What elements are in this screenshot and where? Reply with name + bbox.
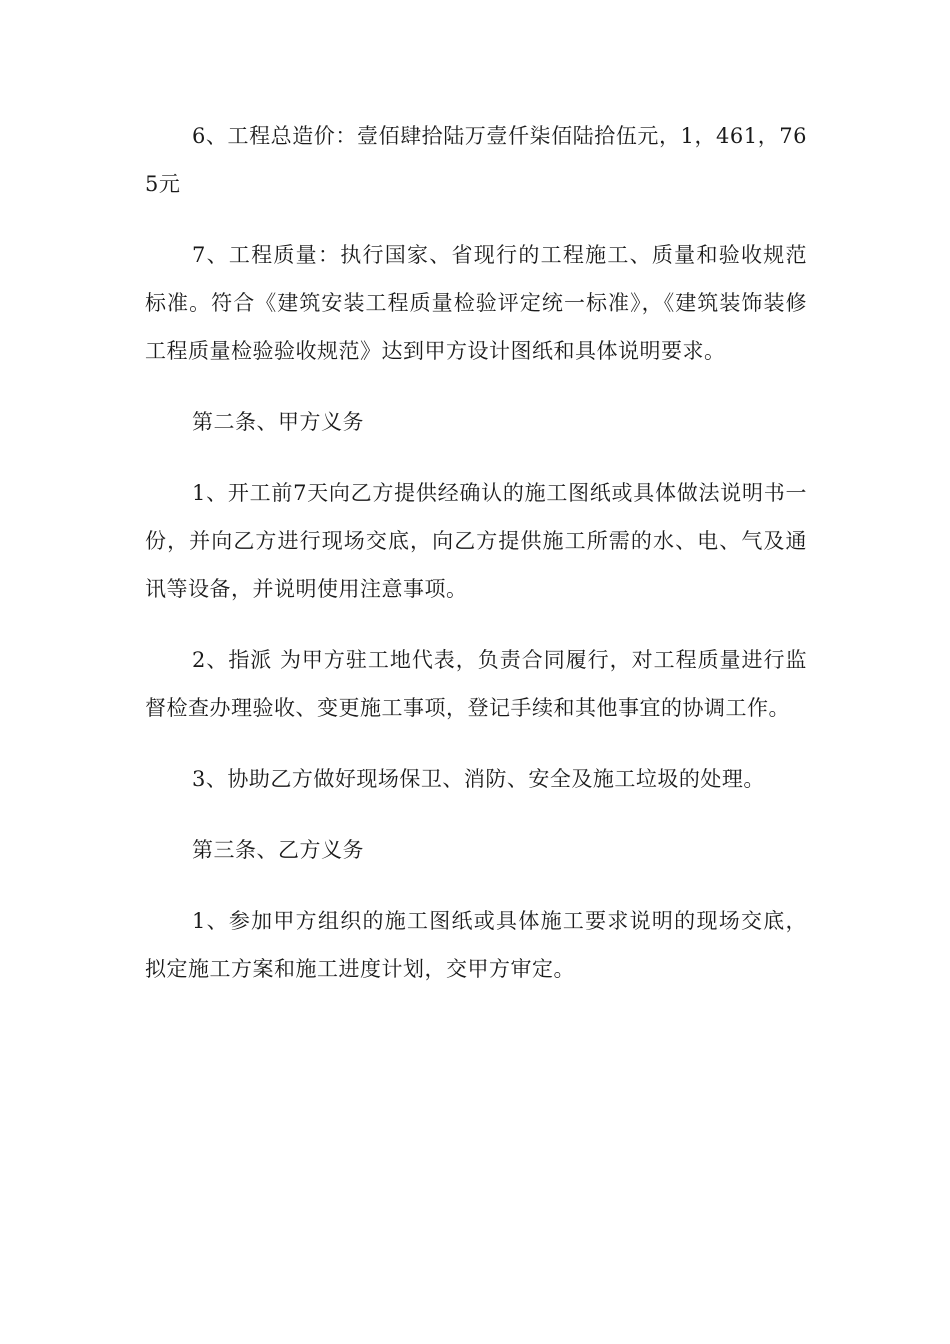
document-body [145,112,807,1016]
section-heading-party-b-obligations: 第三条、乙方义务 [192,838,364,862]
paragraph-party-a-item-2: 2、指派 为甲方驻工地代表，负责合同履行，对工程质量进行监督检查办理验收、变更施工事项，登记手续和其他事宜的协调工作。 [145,648,807,720]
paragraph-quality: 7、工程质量：执行国家、省现行的工程施工、质量和验收规范标准。符合《建筑安装工程质量检验评定统一标准》，《建筑装饰装修工程质量检验验收规范》达到甲方设计图纸和具体说明要求。 [145,243,807,363]
paragraph-party-a-item-3: 3、协助乙方做好现场保卫、消防、安全及施工垃圾的处理。 [192,767,765,791]
paragraph-party-b-item-1: 1、参加甲方组织的施工图纸或具体施工要求说明的现场交底，拟定施工方案和施工进度计划，交甲方审定。 [145,909,807,981]
paragraph-total-cost: 6、工程总造价：壹佰肆拾陆万壹仟柒佰陆拾伍元，1，461，765元 [145,124,807,196]
section-heading-party-a-obligations: 第二条、甲方义务 [192,410,364,434]
paragraph-party-a-item-1: 1、开工前7天向乙方提供经确认的施工图纸或具体做法说明书一份，并向乙方进行现场交底，向乙方提供施工所需的水、电、气及通讯等设备，并说明使用注意事项。 [145,481,807,601]
